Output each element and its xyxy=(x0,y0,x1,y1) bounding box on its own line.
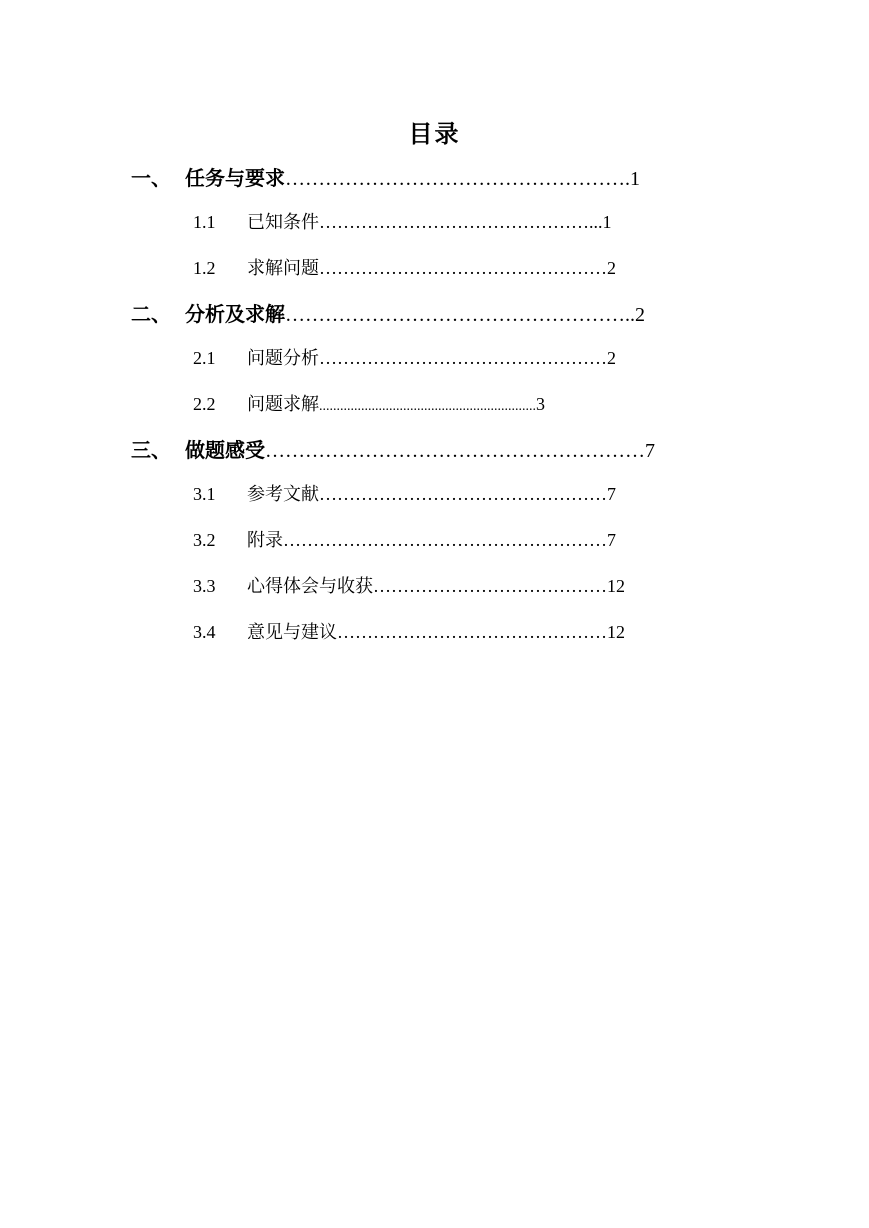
toc-text: 参考文献 xyxy=(247,484,319,505)
toc-number: 二、 xyxy=(131,302,171,326)
toc-leader: ………………………………………… xyxy=(319,258,607,278)
toc-number: 2.2 xyxy=(193,394,216,414)
toc-number: 三、 xyxy=(131,438,171,462)
toc-leader: ………………………………………………… xyxy=(265,440,645,462)
toc-title: 目录 xyxy=(408,120,461,148)
toc-leader: .............................................................. xyxy=(319,399,536,414)
toc-page-number: 7 xyxy=(607,530,616,550)
toc-page-number: 1 xyxy=(602,212,612,232)
toc-number: 2.1 xyxy=(193,348,216,368)
toc-number: 1.1 xyxy=(193,212,216,232)
toc-leader: ……………………………………………… xyxy=(283,530,607,550)
toc-number: 3.4 xyxy=(193,622,216,642)
toc-entry-3-4 xyxy=(193,618,625,644)
toc-leader: ………………………………… xyxy=(373,576,607,596)
toc-number: 3.1 xyxy=(193,484,216,504)
toc-page-number: 2 xyxy=(607,348,616,368)
toc-text: 已知条件 xyxy=(247,212,319,233)
toc-page-number: 1 xyxy=(630,168,640,190)
toc-entry-1-2 xyxy=(193,254,616,280)
toc-text: 任务与要求 xyxy=(185,166,285,190)
toc-leader: ………………………………………… xyxy=(319,348,607,368)
toc-leader: ………………………………………… xyxy=(319,484,607,504)
toc-entry-2 xyxy=(131,298,645,327)
toc-number: 3.2 xyxy=(193,530,216,550)
toc-entry-1-1 xyxy=(193,208,612,234)
toc-text: 问题求解 xyxy=(247,394,319,415)
toc-number: 3.3 xyxy=(193,576,216,596)
toc-leader: ……………………………………… xyxy=(337,622,607,642)
toc-text: 附录 xyxy=(247,530,283,551)
toc-entry-3-2 xyxy=(193,526,616,552)
toc-text: 做题感受 xyxy=(185,438,265,462)
toc-text: 问题分析 xyxy=(247,348,319,369)
toc-number: 一、 xyxy=(131,166,171,190)
toc-number: 1.2 xyxy=(193,258,216,278)
toc-page-number: 3 xyxy=(536,394,545,414)
toc-entry-2-1 xyxy=(193,344,616,370)
toc-entry-3-1 xyxy=(193,480,616,506)
toc-text: 求解问题 xyxy=(247,258,319,279)
toc-leader: ………………………………………... xyxy=(319,212,603,232)
toc-page-number: 12 xyxy=(607,576,625,596)
toc-page-number: 2 xyxy=(635,304,645,326)
toc-entry-3-3 xyxy=(193,572,625,598)
toc-page-number: 2 xyxy=(607,258,616,278)
toc-entry-3 xyxy=(131,434,655,463)
toc-entry-2-2 xyxy=(193,390,545,416)
toc-page-number: 12 xyxy=(607,622,625,642)
toc-text: 心得体会与收获 xyxy=(247,576,373,597)
toc-page-number: 7 xyxy=(645,440,655,462)
toc-page-number: 7 xyxy=(607,484,616,504)
toc-text: 意见与建议 xyxy=(247,622,337,643)
toc-text: 分析及求解 xyxy=(185,302,285,326)
toc-leader: ……………………………………………. xyxy=(285,168,630,190)
toc-entry-1 xyxy=(131,162,640,191)
toc-leader: …………………………………………….. xyxy=(285,304,635,326)
